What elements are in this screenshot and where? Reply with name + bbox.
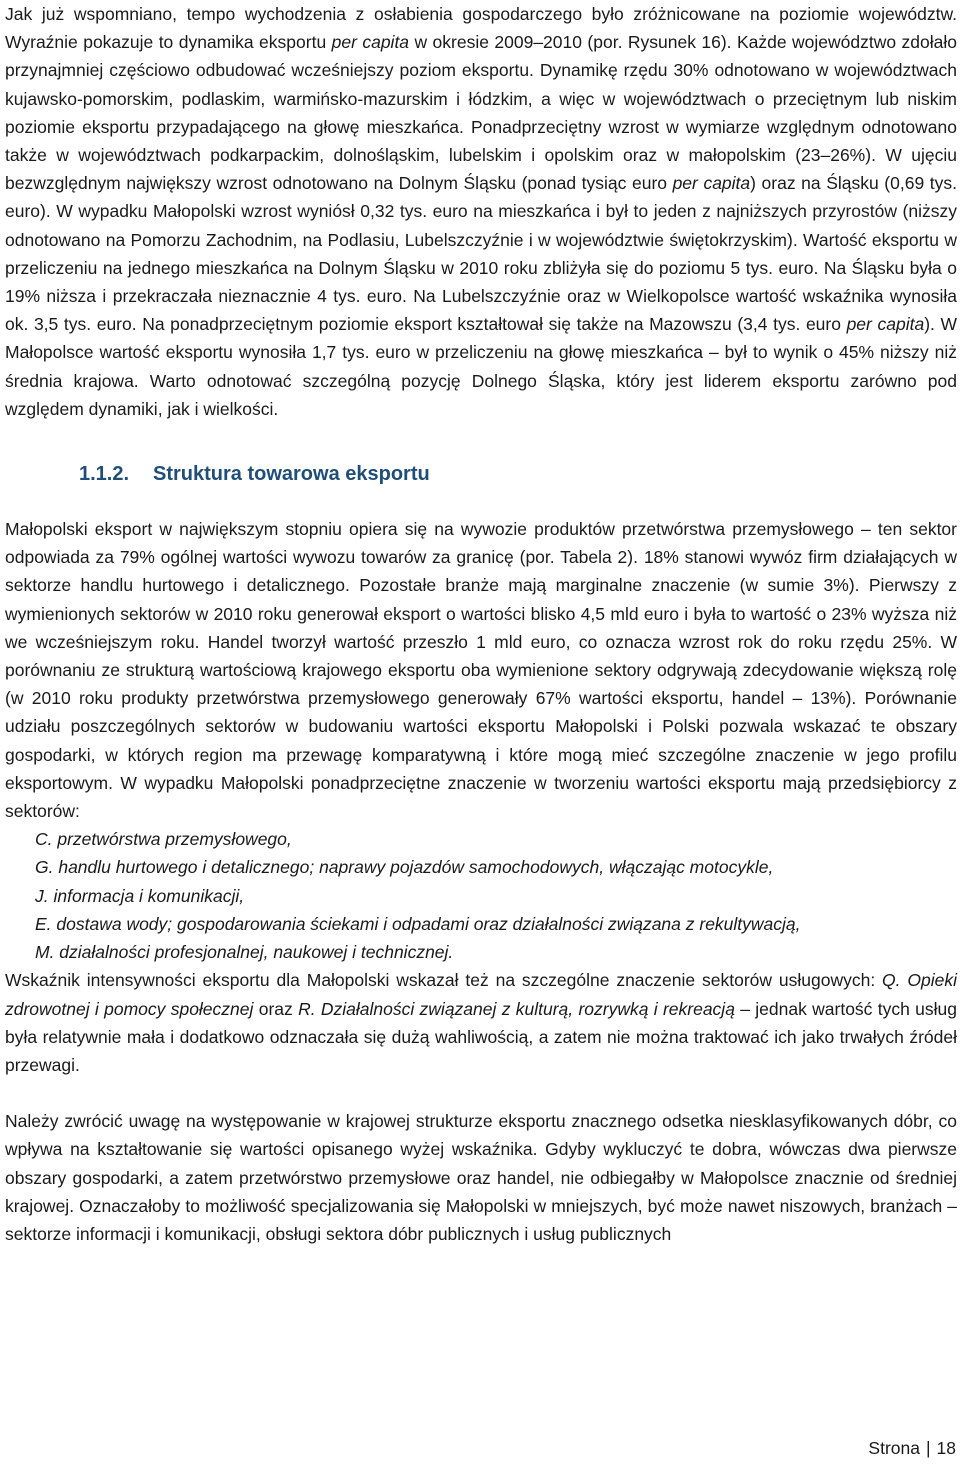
footer-separator: | [925,1438,931,1458]
document-page [5,0,957,1248]
list-item: E. dostawa wody; gospodarowania ściekami i odpadami oraz działalności związana z rekultywacją, [35,913,801,934]
p1-italic-per-capita-2: per capita [672,173,751,194]
p1-text-2: w okresie 2009–2010 (por. Rysunek 16). Każde województwo zdołało przynajmniej częściowo odbudować wcześniejszy poziom eksportu. Dynamikę rzędu 30% odnotowano w województwach kujawsko-pomorskim, podlaskim, warmińsko-mazurskim i łódzkim, a więc w województwach o przeciętnym lub niskim poziomie eksportu przypadającego na głowę mieszkańca. Ponadprzeciętny wzrost w wymiarze względnym odnotowano także w województwach podkarpackim, dolnośląskim, lubelskim i opolskim oraz w małopolskim (23–26%). W ujęciu bezwzględnym największy wzrost odnotowano na Dolnym Śląsku (ponad tysiąc euro [5,32,958,194]
p1-italic-per-capita-3: per capita [846,314,925,335]
list-item: G. handlu hurtowego i detalicznego; naprawy pojazdów samochodowych, włączając motocykle, [35,857,774,878]
p3-text-2: oraz [253,998,299,1019]
p3-italic-sector-r: R. Działalności związanej z kulturą, rozrywką i rekreacją [298,998,735,1019]
section-number: 1.1.2. [79,463,130,486]
p1-italic-per-capita-1: per capita [331,32,410,53]
p3-italic-sector-q: Q. Opieki zdrowotnej i pomocy społecznej [5,970,957,1019]
paragraph-unclassified-goods: Należy zwrócić uwagę na występowanie w krajowej strukturze eksportu znacznego odsetka niesklasyfikowanych dóbr, co wpływa na kształtowanie się wartości opisanego wyżej wskaźnika. Gdyby wykluczyć te dobra, wówczas dwa pierwsze obszary gospodarki, a zatem przetwórstwo przemysłowe oraz handel, nie odbiegałby w Małopolsce znacznie od średniej krajowej. Oznaczałoby to możliwość specjalizowania się Małopolski w mniejszych, być może nawet niszowych, branżach – sektorze informacji i komunikacji, obsługi sektora dóbr publicznych i usług publicznych [5,1111,957,1244]
p3-text-1: Wskaźnik intensywności eksportu dla Małopolski wskazał też na szczególne znaczenie sektorów usługowych: [5,970,883,991]
p1-text-3: ) oraz na Śląsku (0,69 tys. euro). W wypadku Małopolski wzrost wyniósł 0,32 tys. euro na mieszkańca i był to jeden z najniższych przyrostów (niższy odnotowano na Pomorzu Zachodnim, na Podlasiu, Lubelszczyźnie i w województwie świętokrzyskim). Wartość eksportu w przeliczeniu na jednego mieszkańca na Dolnym Śląsku w 2010 roku zbliżyła się do poziomu 5 tys. euro. Na Śląsku była o 19% niższa i przekraczała nieznacznie 4 tys. euro. Na Lubelszczyźnie oraz w Wielkopolsce wartość wskaźnika wynosiła ok. 3,5 tys. euro. Na ponadprzeciętnym poziomie eksport kształtował się także na Mazowszu (3,4 tys. euro [5,173,957,335]
p1-text-4: ). W Małopolsce wartość eksportu wynosiła 1,7 tys. euro w przeliczeniu na głowę mieszkańca – był to wynik o 45% niższy niż średnia krajowa. Warto odnotować szczególną pozycję Dolnego Śląska, który jest liderem eksportu zarówno pod względem dynamiki, jak i wielkości. [5,314,957,419]
paragraph-regional-export-dynamics [5,0,957,423]
p1-text-1: Jak już wspomniano, tempo wychodzenia z osłabienia gospodarczego było zróżnicowane na poziomie województw. Wyraźnie pokazuje to dynamika eksportu [5,4,957,53]
sector-list [5,825,957,966]
spacer [5,423,957,459]
paragraph-export-structure: Małopolski eksport w największym stopniu opiera się na wywozie produktów przetwórstwa przemysłowego – ten sektor odpowiada za 79% ogólnej wartości wywozu towarów za granicę (por. Tabela 2). 18% stanowi wywóz firm działających w sektorze handlu hurtowego i detalicznego. Pozostałe branże mają marginalne znaczenie (w sumie 3%). Pierwszy z wymienionych sektorów w 2010 roku generował eksport o wartości blisko 4,5 mld euro i była to wartość o 23% wyższa niż we wcześniejszym roku. Handel tworzył wartość przeszło 1 mld euro, co oznacza wzrost rok do roku rzędu 25%. W porównaniu ze strukturą wartościową krajowego eksportu oba wymienione sektory odgrywają zdecydowanie większą rolę (w 2010 roku produkty przetwórstwa przemysłowego generowały 67% wartości eksportu, handel – 13%). Porównanie udziału poszczególnych sektorów w budowaniu wartości eksportu Małopolski i Polski pozwala wskazać te obszary gospodarki, w których region ma przewagę komparatywną i które mogą mieć szczególne znaczenie w jego profilu eksportowym. W wypadku Małopolski ponadprzeciętne znaczenie w tworzeniu wartości eksportu mają przedsiębiorcy z sektorów: [5,519,957,822]
paragraph-service-sectors [5,966,957,1079]
section-title: Struktura towarowa eksportu [153,463,430,486]
list-item: J. informacja i komunikacji, [35,885,245,906]
footer-label: Strona [868,1438,920,1458]
spacer [5,1079,957,1107]
p3-text-3: – jednak wartość tych usług była relatywnie mała i dodatkowo odznaczała się dużą wahliwością, a zatem nie można traktować ich jako trwałych źródeł przewagi. [5,998,957,1075]
section-heading [79,459,957,489]
list-item: C. przetwórstwa przemysłowego, [35,829,292,850]
page-footer [868,1434,956,1462]
list-item: M. działalności profesjonalnej, naukowej i technicznej. [35,942,454,963]
page-number: 18 [936,1438,956,1458]
